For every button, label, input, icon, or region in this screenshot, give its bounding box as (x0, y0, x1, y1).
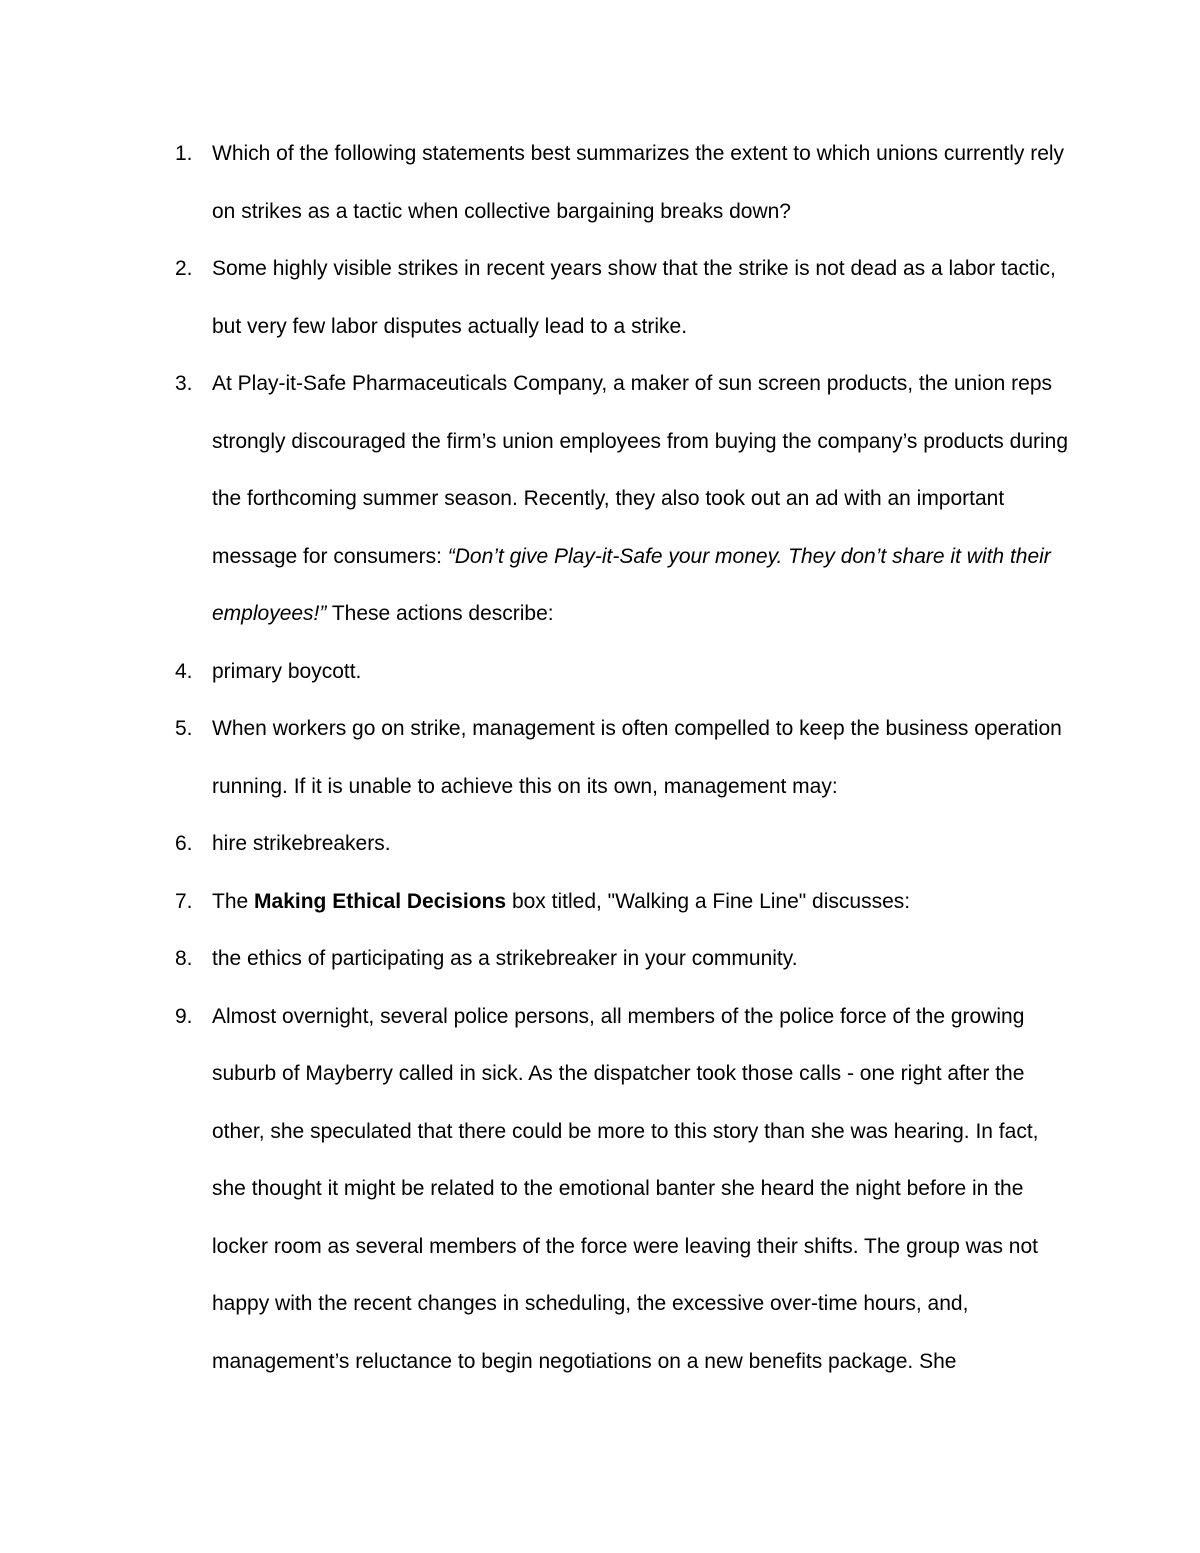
question-list (0, 125, 1200, 1390)
item-text (212, 355, 1070, 643)
item-number: 6. (175, 832, 193, 855)
list-item-4 (0, 643, 1200, 701)
list-item-7 (0, 873, 1200, 931)
item-text: Almost overnight, several police persons, all members of the police force of the growing suburb of Mayberry called in sick. As the dispatcher took those calls - one right after the other, she speculated that there could be more to this story than she was hearing. In fact, she thought it might be related to the emotional banter she heard the night before in the locker room as several members of the force were leaving their shifts. The group was not happy with the recent changes in scheduling, the excessive over-time hours, and, management’s reluctance to begin negotiations on a new benefits package. She (212, 1004, 1039, 1373)
item-text-before: At Play-it-Safe Pharmaceuticals Company, a maker of sun screen products, the union reps strongly discouraged the firm’s union employees from buying the company’s products during the forthcoming summer season. Recently, they also took out an ad with an important message for consumers: (212, 372, 1069, 568)
item-text: primary boycott. (212, 659, 362, 683)
list-item-3 (0, 355, 1200, 643)
item-text: the ethics of participating as a strikebreaker in your community. (212, 947, 798, 970)
list-item-9 (0, 988, 1200, 1391)
item-text-before: The (212, 889, 255, 913)
item-text: Which of the following statements best summarizes the extent to which unions currently rely on strikes as a tactic when collective bargaining breaks down? (212, 142, 1065, 223)
list-item-5 (0, 700, 1200, 815)
item-number: 8. (175, 947, 193, 970)
list-item-8 (0, 930, 1200, 988)
list-item-1 (0, 125, 1200, 240)
item-number: 5. (175, 717, 193, 740)
item-number: 9. (175, 1004, 193, 1028)
item-text: hire strikebreakers. (212, 832, 391, 855)
item-number: 2. (175, 257, 193, 280)
italic-quote: “Don’t give Play-it-Safe your money. They don’t share it with their employees!” (212, 544, 1051, 625)
item-number: 3. (175, 372, 193, 395)
item-number: 7. (175, 889, 193, 913)
item-number: 4. (175, 659, 193, 683)
item-text-after: These actions describe: (326, 602, 554, 625)
item-text: Some highly visible strikes in recent years show that the strike is not dead as a labor tactic, but very few labor disputes actually lead to a strike. (212, 257, 1056, 338)
item-text (212, 873, 1070, 931)
item-number: 1. (175, 142, 193, 165)
list-item-6 (0, 815, 1200, 873)
item-text-after: box titled, "Walking a Fine Line" discusses: (506, 889, 911, 913)
list-item-2 (0, 240, 1200, 355)
item-text: When workers go on strike, management is often compelled to keep the business operation running. If it is unable to achieve this on its own, management may: (212, 717, 1062, 798)
bold-box-title: Making Ethical Decisions (254, 889, 507, 913)
